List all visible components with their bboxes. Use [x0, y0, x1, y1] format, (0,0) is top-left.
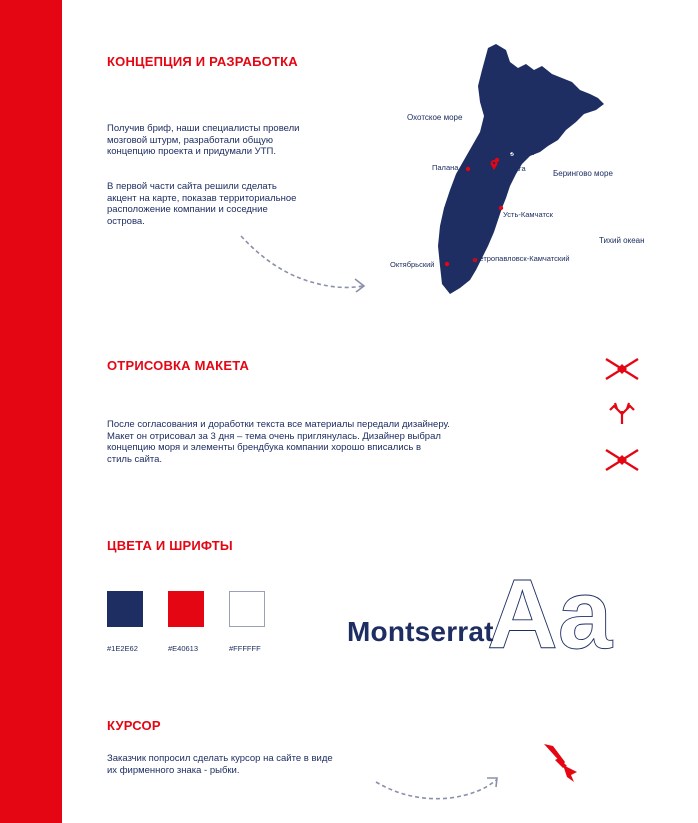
text-line: стиль сайта. [107, 453, 163, 465]
cursor-title: КУРСОР [107, 718, 161, 733]
tree-ornament-icon [607, 402, 637, 426]
ornament-icon [604, 446, 640, 474]
town-label-ossora: Оссора [508, 148, 534, 157]
text-line: концепцию моря и элементы брендбука компании хорошо вписались в [107, 442, 422, 453]
text-line: Макет он отрисовал за 3 дня – тема очень приглянулась. Дизайнер выбрал [107, 430, 441, 442]
town-label-palana: Палана [432, 163, 459, 172]
dashed-arrow-icon [235, 228, 375, 298]
concept-paragraph-1 [107, 123, 299, 158]
color-swatch-red [168, 591, 204, 627]
map-dot [445, 262, 449, 266]
mockup-title: ОТРИСОВКА МАКЕТА [107, 358, 250, 373]
left-accent-bar [0, 0, 62, 823]
font-sample [485, 568, 645, 658]
text-line: расположение компании и соседние [107, 204, 268, 215]
color-label-red: #E40613 [168, 644, 199, 653]
text-line: После согласования и доработки текста все материалы передали дизайнеру. [107, 419, 450, 430]
color-swatch-white [229, 591, 265, 627]
font-sample-text: Aa [487, 568, 613, 658]
text-line: концепцию проекта и придумали УТП. [107, 146, 276, 157]
text-line: акцент на карте, показав территориальное [107, 192, 297, 204]
sea-label-okhotsk: Охотское море [407, 113, 463, 122]
cursor-paragraph [107, 753, 333, 776]
town-label-oktyabrsky: Октябрьский [390, 260, 435, 269]
town-label-karaga: Карага [502, 164, 526, 173]
sea-label-pacific: Тихий океан [599, 236, 645, 245]
color-label-white: #FFFFFF [229, 644, 261, 653]
text-line: Заказчик попросил сделать курсор на сайте в виде [107, 753, 333, 764]
mockup-paragraph [107, 419, 450, 465]
fish-cursor-icon [541, 742, 581, 784]
sea-label-bering: Берингово море [553, 169, 613, 178]
town-label-petropavlovsk: Петропавловск-Камчатский [474, 254, 570, 263]
font-name: Montserrat [347, 616, 494, 647]
concept-paragraph-2 [107, 181, 296, 227]
concept-title: КОНЦЕПЦИЯ И РАЗРАБОТКА [107, 54, 298, 69]
text-line: В первой части сайта решили сделать [107, 181, 277, 192]
color-label-navy: #1E2E62 [107, 644, 138, 653]
town-label-ust: Усть-Камчатск [503, 210, 553, 219]
map-dot [466, 167, 470, 171]
colors-title: ЦВЕТА И ШРИФТЫ [107, 538, 233, 553]
ornament-icon [604, 355, 640, 383]
dashed-arrow-icon [370, 772, 510, 806]
text-line: мозговой штурм, разработали общую [107, 134, 274, 146]
text-line: острова. [107, 215, 145, 227]
color-swatch-navy [107, 591, 143, 627]
text-line: их фирменного знака - рыбки. [107, 764, 240, 776]
text-line: Получив бриф, наши специалисты провели [107, 123, 300, 134]
